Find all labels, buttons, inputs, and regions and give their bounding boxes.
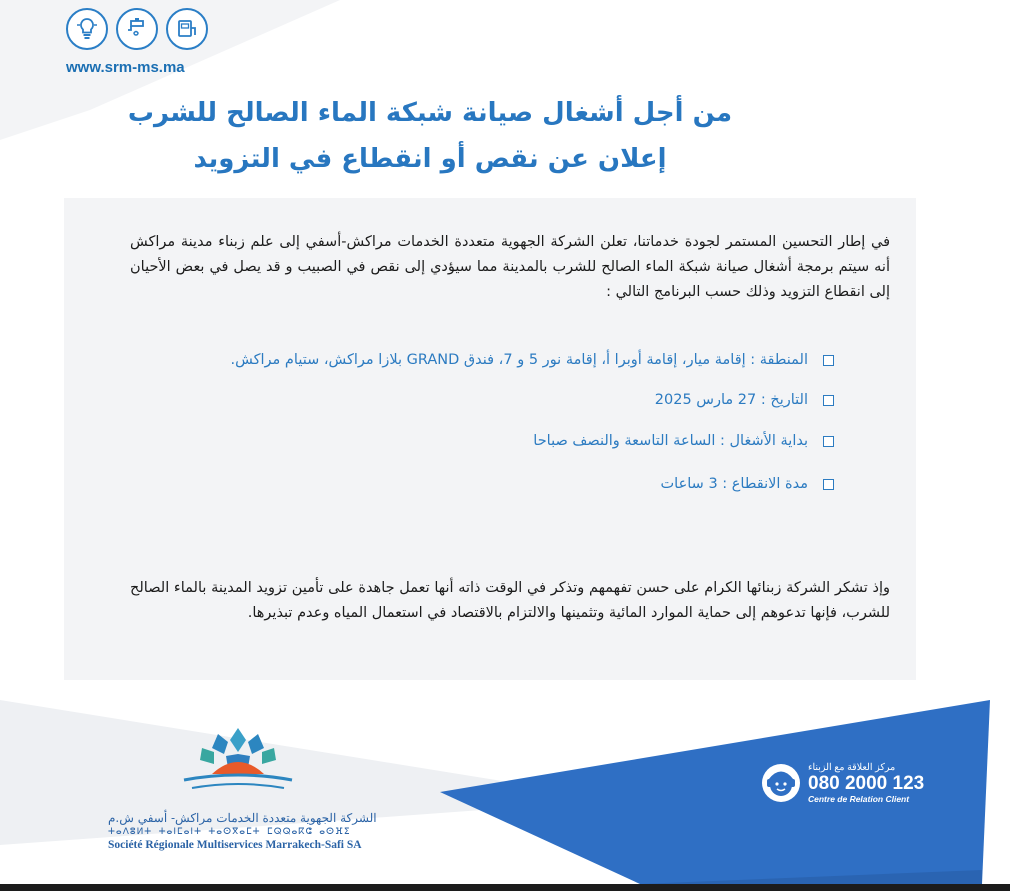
list-item-date: [188, 386, 838, 414]
list-item-text: المنطقة : إقامة ميار، إقامة أوبرا أ، إقامة نور 5 و 7، فندق GRAND بلازا مراكش، ستيام مراكش.: [230, 352, 808, 368]
company-name-block: [108, 810, 428, 852]
checkbox-bullet-icon: [823, 395, 834, 406]
list-item-text: التاريخ : 27 مارس 2025: [654, 392, 808, 408]
closing-paragraph: وإذ تشكر الشركة زبنائها الكرام على حسن تفهمهم وتذكر في الوقت ذاته أنها تعمل جاهدة على تأمين تزويد المدينة بالماء الصالح للشرب، فإنها تدعوهم إلى حماية الموارد المائية وتثمينها والالتزام بالاقتصاد في استعمال المياه وعدم تبذيرها.: [130, 580, 890, 621]
call-center-label-french: Centre de Relation Client: [808, 794, 910, 804]
list-item-text: بداية الأشغال : الساعة التاسعة والنصف صباحا: [533, 433, 808, 449]
call-center-block: [760, 762, 924, 804]
title-line-1: من أجل أشغال صيانة شبكة الماء الصالح للشرب: [127, 98, 733, 128]
company-name-arabic: الشركة الجهوية متعددة الخدمات مراكش- أسفي ش.م: [108, 811, 377, 825]
list-item-duration: [188, 470, 838, 498]
company-name-french: Société Régionale Multiservices Marrakech-Safi SA: [108, 839, 362, 851]
company-name-tifinagh: ⵜⴰⴷⵓⵍⵜ ⵜⴰⵏⵎⴰⵏⵜ ⵜⴰⵙⴳⴰⵎⵜ ⵎⵕⵕⴰⴽⵛ ⴰⵙⴼⵉ: [108, 827, 351, 837]
call-center-label-arabic: مركز العلاقة مع الزبناء: [808, 762, 896, 773]
lightbulb-icon: [66, 8, 108, 50]
checkbox-bullet-icon: [823, 436, 834, 447]
schedule-list: [188, 346, 838, 498]
title-line-2: إعلان عن نقص أو انقطاع في التزويد: [193, 144, 667, 174]
page-title: [50, 90, 810, 182]
service-icons: [66, 8, 208, 50]
company-logo-icon: [178, 724, 298, 796]
website-link[interactable]: www.srm-ms.ma: [66, 59, 185, 76]
checkbox-bullet-icon: [823, 355, 834, 366]
list-item-start-time: [188, 427, 838, 455]
water-tap-icon: [116, 8, 158, 50]
call-center-phone[interactable]: 080 2000 123: [808, 773, 925, 794]
list-item-text: مدة الانقطاع : 3 ساعات: [660, 476, 808, 492]
intro-paragraph: في إطار التحسين المستمر لجودة خدماتنا، تعلن الشركة الجهوية متعددة الخدمات مراكش-أسفي إلى علم زبناء مدينة مراكش أنه سيتم برمجة أشغال صيانة شبكة الماء الصالح للشرب بالمدينة مما سيؤدي إلى نقص في الصبيب و قد يصل في بعض الأحيان إلى انقطاع التزويد وذلك حسب البرنامج التالي :: [130, 234, 890, 300]
call-center-agent-icon: [760, 762, 802, 804]
electric-meter-icon: [166, 8, 208, 50]
list-item-zone: [188, 346, 838, 374]
checkbox-bullet-icon: [823, 479, 834, 490]
